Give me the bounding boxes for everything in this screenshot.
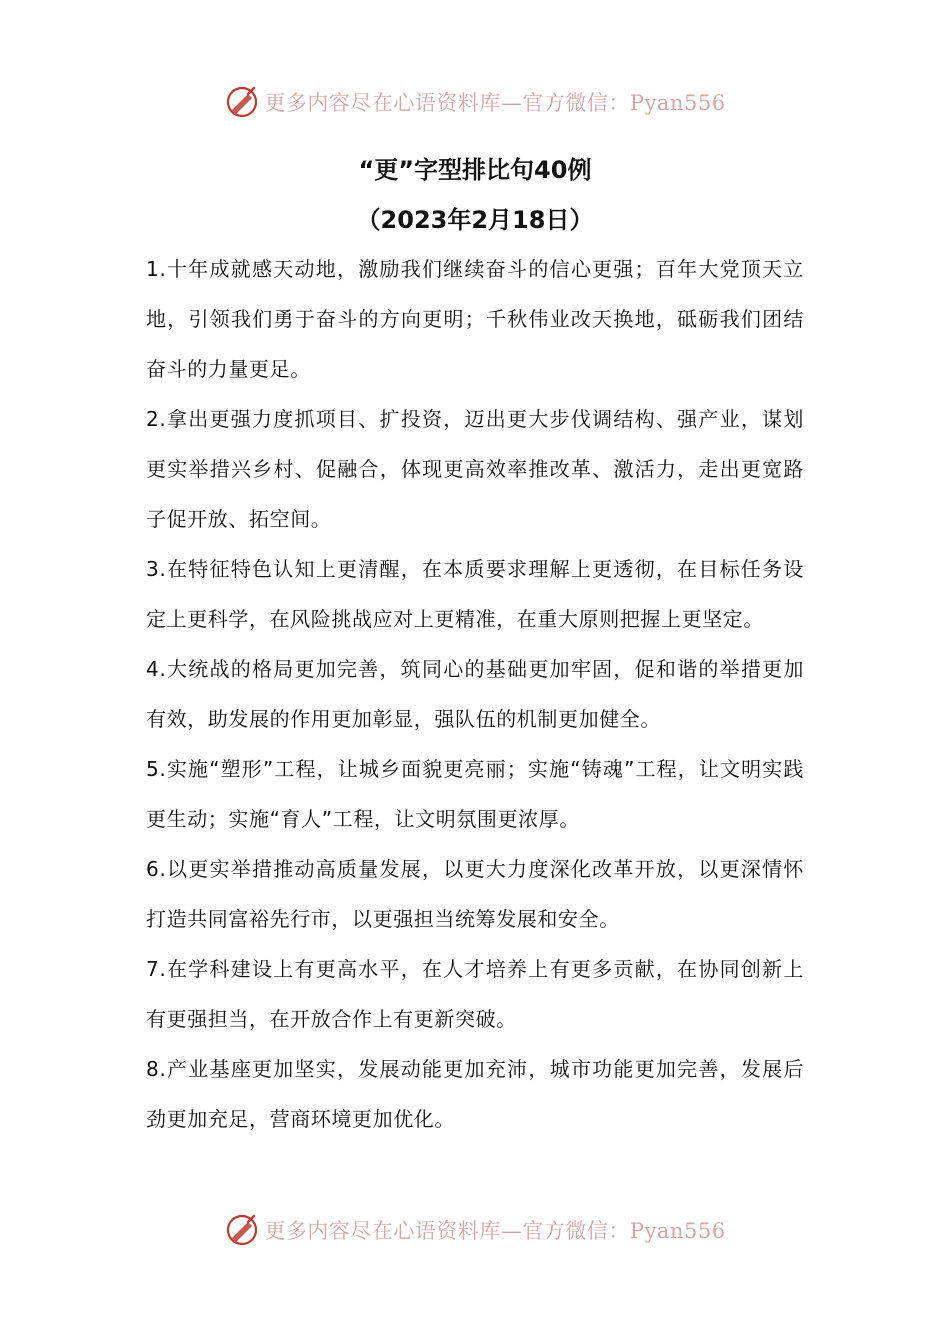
list-item: 3.在特征特色认知上更清醒，在本质要求理解上更透彻，在目标任务设定上更科学，在风险挑战应对上更精准，在重大原则把握上更坚定。 — [146, 557, 804, 631]
list-item: 7.在学科建设上有更高水平，在人才培养上有更多贡献，在协同创新上有更强担当，在开放合作上有更新突破。 — [146, 957, 804, 1031]
document-body — [146, 244, 804, 1144]
watermark-header — [0, 82, 950, 122]
pen-logo-icon — [224, 1212, 260, 1248]
list-item: 1.十年成就感天动地，激励我们继续奋斗的信心更强；百年大党顶天立地，引领我们勇于奋斗的方向更明；千秋伟业改天换地，砥砺我们团结奋斗的力量更足。 — [146, 257, 804, 381]
page-title: “更”字型排比句40例 — [358, 156, 592, 184]
list-item: 6.以更实举措推动高质量发展，以更大力度深化改革开放，以更深情怀打造共同富裕先行市，以更强担当统筹发展和安全。 — [146, 857, 804, 931]
watermark-footer — [0, 1210, 950, 1250]
list-item: 5.实施“塑形”工程，让城乡面貌更亮丽；实施“铸魂”工程，让文明实践更生动；实施“育人”工程，让文明氛围更浓厚。 — [146, 757, 804, 831]
list-item: 2.拿出更强力度抓项目、扩投资，迈出更大步伐调结构、强产业，谋划更实举措兴乡村、促融合，体现更高效率推改革、激活力，走出更宽路子促开放、拓空间。 — [146, 407, 804, 531]
list-item: 4.大统战的格局更加完善，筑同心的基础更加牢固，促和谐的举措更加有效，助发展的作用更加彰显，强队伍的机制更加健全。 — [146, 657, 804, 731]
page-date: （2023年2月18日） — [356, 206, 594, 234]
watermark-text: 更多内容尽在心语资料库—官方微信：Pyan556 — [264, 1219, 726, 1243]
watermark-text: 更多内容尽在心语资料库—官方微信：Pyan556 — [264, 91, 726, 115]
pen-logo-icon — [224, 84, 260, 120]
list-item: 8.产业基座更加坚实，发展动能更加充沛，城市功能更加完善，发展后劲更加充足，营商环境更加优化。 — [146, 1057, 804, 1131]
